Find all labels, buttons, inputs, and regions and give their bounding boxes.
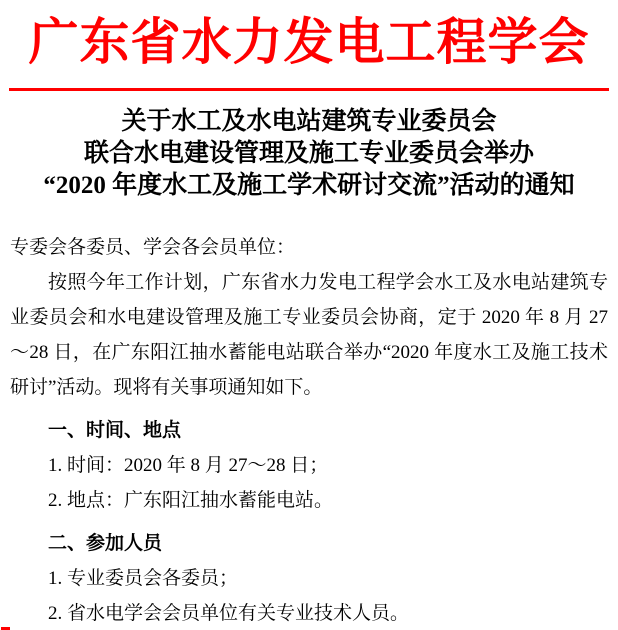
section-heading-time-place: 一、时间、地点: [48, 420, 182, 441]
list-item-time: 1. 时间：2020 年 8 月 27～28 日；: [48, 455, 329, 476]
org-title: 广东省水力发电工程学会: [28, 14, 590, 70]
header-divider-rule: [9, 88, 609, 91]
doc-title: [0, 106, 618, 202]
notice-body: [10, 230, 608, 630]
doc-title-line-1: 关于水工及水电站建筑专业委员会: [121, 108, 497, 135]
section-heading-participants: 二、参加人员: [48, 533, 163, 554]
doc-title-line-2: 联合水电建设管理及施工专业委员会举办: [83, 140, 534, 167]
doc-title-line-3: “2020 年度水工及施工学术研讨交流”活动的通知: [43, 172, 575, 199]
salutation: 专委会各委员、学会各会员单位：: [10, 237, 296, 258]
intro-paragraph: 按照今年工作计划，广东省水力发电工程学会水工及水电站建筑专业委员会和水电建设管理及施工专业委员会协商，定于 2020 年 8 月 27～28 日，在广东阳江抽水蓄能电站联合举办“2020 年度水工及施工技术研讨”活动。现将有关事项通知如下。: [10, 272, 608, 398]
list-item-place: 2. 地点：广东阳江抽水蓄能电站。: [48, 490, 334, 511]
list-item-member-units: 2. 省水电学会会员单位有关专业技术人员。: [48, 603, 410, 624]
list-item-committee-members: 1. 专业委员会各委员；: [48, 568, 239, 589]
